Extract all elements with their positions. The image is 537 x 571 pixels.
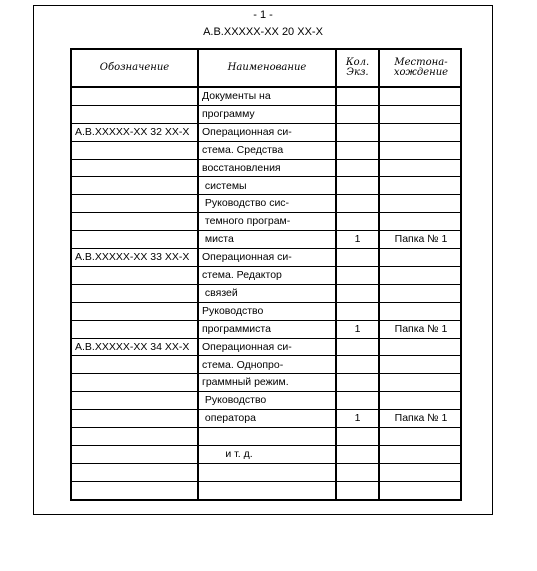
cell-designation: А.В.ХХХХХ-ХХ 32 ХХ-Х — [75, 125, 190, 138]
table-row — [72, 267, 460, 285]
cell-copies — [338, 213, 377, 230]
cell-copies — [338, 339, 377, 356]
cell-designation — [75, 142, 197, 159]
cell-name — [202, 428, 334, 445]
cell-designation — [75, 303, 197, 320]
table-row — [72, 195, 460, 213]
cell-location — [381, 374, 461, 391]
table-row — [72, 392, 460, 410]
cell-copies — [338, 482, 377, 499]
cell-designation — [75, 106, 197, 123]
table-row — [72, 213, 460, 231]
cell-location: Папка № 1 — [394, 233, 448, 246]
table-row — [72, 178, 460, 196]
cell-location — [381, 464, 461, 481]
cell-copies — [338, 303, 377, 320]
cell-name: Операционная си- — [202, 125, 292, 138]
column-divider-3 — [378, 50, 380, 499]
cell-location: Папка № 1 — [394, 322, 448, 335]
table-row — [72, 231, 460, 249]
cell-copies: 1 — [354, 322, 361, 335]
cell-name: граммный режим. — [202, 376, 289, 389]
table-row — [72, 321, 460, 339]
cell-designation — [75, 321, 197, 338]
cell-designation: А.В.ХХХХХ-ХХ 34 ХХ-Х — [75, 340, 190, 353]
document-code: А.В.ХХХХХ-ХХ 20 ХХ-Х — [203, 26, 323, 38]
cell-copies: 1 — [354, 412, 361, 425]
cell-location — [381, 285, 461, 302]
table-row — [72, 88, 460, 106]
cell-designation — [75, 428, 197, 445]
cell-designation — [75, 285, 197, 302]
cell-name: системы — [202, 179, 247, 192]
cell-location — [381, 303, 461, 320]
table-row — [72, 124, 460, 142]
cell-location — [381, 339, 461, 356]
cell-name: оператора — [202, 412, 256, 425]
cell-designation — [75, 446, 197, 463]
table-row — [72, 374, 460, 392]
cell-copies — [338, 285, 377, 302]
header-designation: Обозначение — [99, 62, 170, 73]
cell-location — [381, 482, 461, 499]
cell-name — [202, 482, 334, 499]
document-table — [70, 48, 462, 501]
cell-location — [381, 249, 461, 266]
cell-location — [381, 213, 461, 230]
header-location — [380, 50, 462, 86]
cell-designation — [75, 178, 197, 195]
cell-name: программиста — [202, 322, 271, 335]
table-row — [72, 285, 460, 303]
cell-name: стема. Однопро- — [202, 358, 284, 371]
cell-copies: 1 — [354, 233, 361, 246]
cell-name: Руководство — [202, 304, 264, 317]
cell-name: Операционная си- — [202, 251, 292, 264]
table-row — [72, 249, 460, 267]
cell-designation — [75, 392, 197, 409]
table-row — [72, 357, 460, 375]
header-copies — [337, 50, 378, 86]
table-row — [72, 464, 460, 482]
table-row — [72, 160, 460, 178]
cell-copies — [338, 124, 377, 141]
header-location-line2: хождение — [393, 67, 449, 78]
cell-name: Руководство — [202, 394, 267, 407]
cell-location — [381, 195, 461, 212]
cell-name: темного програм- — [202, 215, 291, 228]
cell-name: стема. Редактор — [202, 269, 282, 281]
cell-designation — [75, 160, 197, 177]
cell-designation — [75, 88, 197, 105]
table-row — [72, 482, 460, 500]
cell-location — [381, 124, 461, 141]
table-row — [72, 142, 460, 160]
cell-location — [381, 88, 461, 105]
table-row — [72, 339, 460, 357]
cell-designation — [75, 464, 197, 481]
cell-copies — [338, 446, 377, 463]
cell-name: миста — [202, 233, 234, 246]
cell-copies — [338, 142, 377, 159]
cell-designation — [75, 231, 197, 248]
cell-name: Руководство сис- — [202, 197, 290, 210]
cell-copies — [338, 267, 377, 284]
cell-location — [381, 106, 461, 123]
cell-name: и т. д. — [202, 448, 253, 460]
cell-location — [381, 357, 461, 374]
cell-name: Документы на — [202, 90, 271, 102]
cell-copies — [338, 428, 377, 445]
cell-copies — [338, 374, 377, 391]
cell-copies — [338, 464, 377, 481]
cell-designation: А.В.ХХХХХ-ХХ 33 ХХ-Х — [75, 251, 190, 264]
header-location-line1: Местона- — [394, 57, 448, 68]
cell-copies — [338, 106, 377, 123]
cell-name: связей — [202, 286, 238, 299]
cell-location — [381, 160, 461, 177]
cell-designation — [75, 195, 197, 212]
table-row — [72, 410, 460, 428]
cell-copies — [338, 160, 377, 177]
cell-designation — [75, 410, 197, 427]
header-copies-line1: Кол. — [345, 57, 370, 68]
cell-copies — [338, 178, 377, 195]
cell-name: восстановления — [202, 161, 281, 174]
cell-designation — [75, 267, 197, 284]
cell-name: стема. Средства — [202, 143, 284, 156]
cell-name: Операционная си- — [202, 340, 292, 353]
table-row — [72, 303, 460, 321]
cell-location — [381, 446, 461, 463]
table-row — [72, 106, 460, 124]
cell-copies — [338, 392, 377, 409]
cell-copies — [338, 357, 377, 374]
cell-copies — [338, 195, 377, 212]
cell-location — [381, 392, 461, 409]
cell-location — [381, 267, 461, 284]
cell-location — [381, 178, 461, 195]
column-divider-1 — [197, 50, 199, 499]
cell-location — [381, 428, 461, 445]
cell-name — [202, 464, 334, 481]
cell-location — [381, 142, 461, 159]
cell-copies — [338, 88, 377, 105]
cell-copies — [338, 249, 377, 266]
table-row — [72, 428, 460, 446]
table-row — [72, 446, 460, 464]
column-divider-2 — [335, 50, 337, 499]
cell-designation — [75, 374, 197, 391]
cell-designation — [75, 357, 197, 374]
cell-designation — [75, 213, 197, 230]
cell-location: Папка № 1 — [394, 412, 448, 425]
cell-designation — [75, 482, 197, 499]
header-name: Наименование — [227, 62, 307, 73]
page-number: - 1 - — [253, 9, 273, 21]
cell-name: программу — [202, 107, 255, 120]
header-copies-line2: Экз. — [346, 67, 369, 78]
